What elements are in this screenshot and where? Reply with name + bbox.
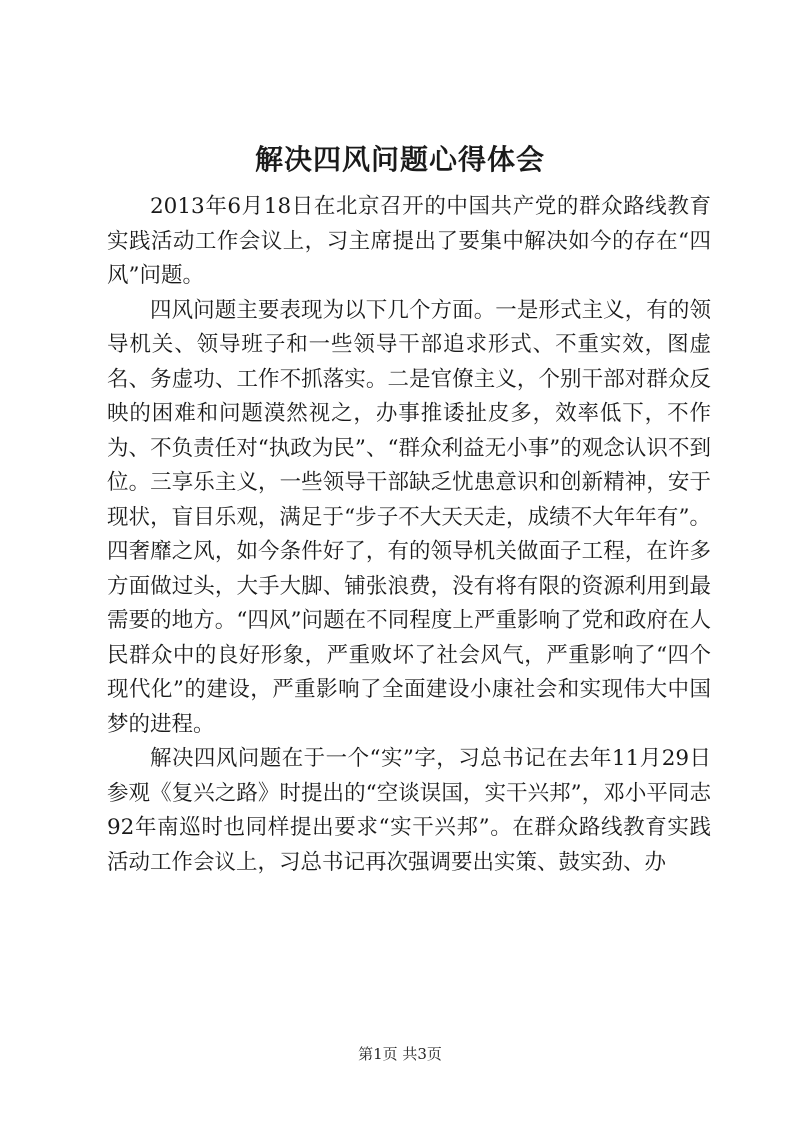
paragraph-1: 2013年6月18日在北京召开的中国共产党的群众路线教育实践活动工作会议上，习主席提出了要集中解决如今的存在“四风”问题。 bbox=[107, 194, 711, 288]
page-number-footer: 第1页 共3页 bbox=[358, 1045, 442, 1063]
document-body bbox=[107, 190, 711, 880]
paragraph-3: 解决四风问题在于一个“实”字，习总书记在去年11月29日参观《复兴之路》时提出的“空谈误国，实干兴邦”，邓小平同志92年南巡时也同样提出要求“实干兴邦”。在群众路线教育实践活动工作会议上，习总书记再次强调要出实策、鼓实劲、办 bbox=[107, 746, 711, 875]
paragraph-2: 四风问题主要表现为以下几个方面。一是形式主义，有的领导机关、领导班子和一些领导干部追求形式、不重实效，图虚名、务虚功、工作不抓落实。二是官僚主义，个别干部对群众反映的困难和问题漠然视之，办事推诿扯皮多，效率低下，不作为、不负责任对“执政为民”、“群众利益无小事”的观念认识不到位。三享乐主义，一些领导干部缺乏忧患意识和创新精神，安于现状，盲目乐观，满足于“步子不大天天走，成绩不大年年有”。四奢靡之风，如今条件好了，有的领导机关做面子工程，在许多方面做过头，大手大脚、铺张浪费，没有将有限的资源利用到最需要的地方。“四风”问题在不同程度上严重影响了党和政府在人民群众中的良好形象，严重败坏了社会风气，严重影响了“四个现代化”的建设，严重影响了全面建设小康社会和实现伟大中国梦的进程。 bbox=[107, 297, 711, 737]
document-title: 解决四风问题心得体会 bbox=[254, 143, 545, 176]
